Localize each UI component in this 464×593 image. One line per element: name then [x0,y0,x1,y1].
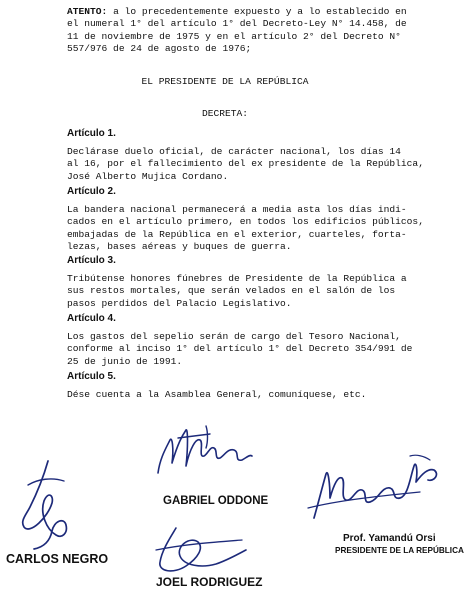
orsi-title: PRESIDENTE DE LA REPÚBLICA [335,546,464,555]
orsi-name: Prof. Yamandú Orsi [343,533,436,544]
negro-name: CARLOS NEGRO [6,552,109,566]
rodriguez-name: JOEL RODRIGUEZ [156,575,263,589]
article-2-title: Artículo 2. [67,186,116,197]
article-4-title: Artículo 4. [67,313,116,324]
article-1-title: Artículo 1. [67,128,116,139]
presidente-heading: EL PRESIDENTE DE LA REPÚBLICA [141,76,309,87]
oddone-signature [148,418,258,488]
negro-signature [8,455,88,555]
article-5-title: Artículo 5. [67,371,116,382]
decreta-heading: DECRETA: [201,108,249,119]
atento-paragraph [67,6,439,56]
article-2-text: La bandera nacional permanecerá a media asta los días indi- cados en el artículo primero, en todos los edificios públicos, embajadas de la República en el exterior, cuarteles, forta- lezas, bases aéreas y buques de guerra. [67,204,424,253]
oddone-name: GABRIEL ODDONE [163,495,269,507]
article-3-text: Tribútense honores fúnebres de Presidente de la República a sus restos mortales, que serán velados en el salón de los pasos perdidos del Palacio Legislativo. [67,273,407,309]
atento-label: ATENTO: [67,6,108,17]
article-1-text: Declárase duelo oficial, de carácter nacional, los días 14 al 16, por el fallecimiento del ex presidente de la República, José Alberto Mujica Cordano. [67,146,424,182]
article-4-text: Los gastos del sepelio serán de cargo del Tesoro Nacional, conforme al inciso 1° del artículo 1° del Decreto 354/991 de 25 de junio de 1991. [67,331,413,367]
rodriguez-signature [146,520,256,580]
orsi-signature [300,448,445,528]
article-5-text: Dése cuenta a la Asamblea General, comuníquese, etc. [67,389,367,400]
article-3-title: Artículo 3. [67,255,116,266]
atento-text: a lo precedentemente expuesto y a lo establecido en el numeral 1° del artículo 1° del Decreto-Ley N° 14.458, de 11 de noviembre de 1975 y en el artículo 2° del Decreto N° 557/976 de 24 de agosto de 1976; [67,6,407,55]
